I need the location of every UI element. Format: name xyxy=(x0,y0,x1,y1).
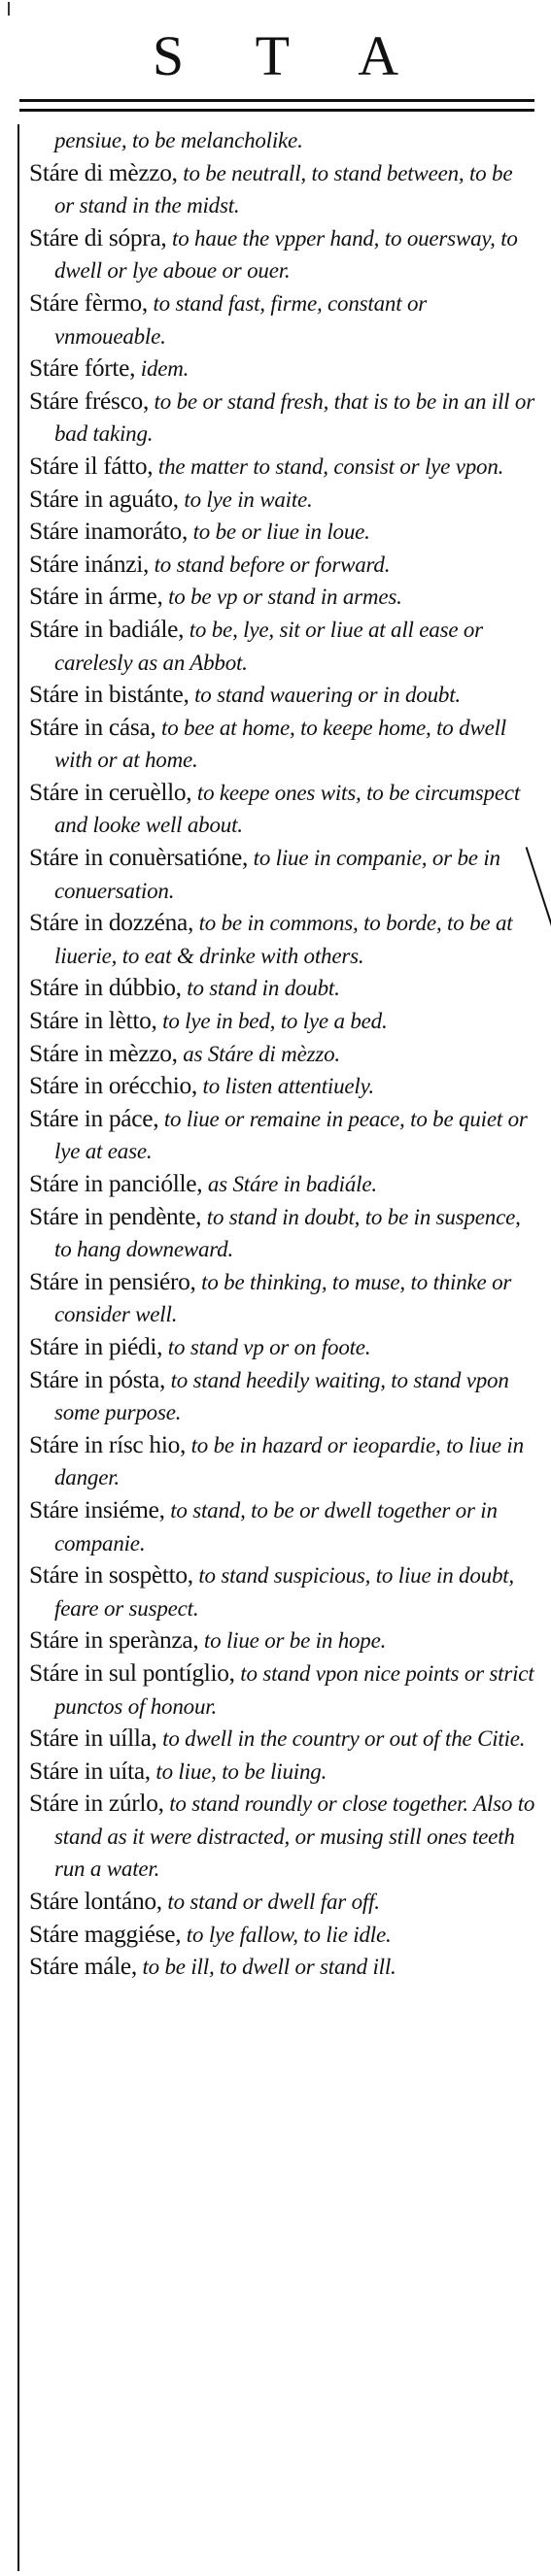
entry-headword: Stáre in páce, xyxy=(29,1104,159,1132)
entry-gloss: to be thinking, to muse, to thinke or consider well. xyxy=(54,1269,512,1327)
corner-mark xyxy=(8,2,17,16)
entry-headword: Stáre in panciólle, xyxy=(29,1170,203,1197)
entry-headword: Stáre in piédi, xyxy=(29,1332,163,1360)
entry-list xyxy=(19,124,536,1984)
dictionary-entry xyxy=(29,124,536,157)
dictionary-entry xyxy=(29,451,536,484)
entry-headword: Stáre in zúrlo, xyxy=(29,1790,164,1818)
dictionary-entry xyxy=(29,157,536,222)
dictionary-entry xyxy=(29,1494,536,1559)
page-header-title: S T A xyxy=(152,24,429,87)
dictionary-entry xyxy=(29,842,536,907)
entry-gloss: to liue in companie, or be in conuersation. xyxy=(54,846,500,903)
entry-headword: Stáre in pósta, xyxy=(29,1365,166,1393)
entry-gloss: to stand, to be or dwell together or in companie. xyxy=(54,1497,498,1556)
entry-gloss: to be or stand fresh, that is to be in an ill or bad taking. xyxy=(54,388,534,447)
entry-gloss: to keepe ones wits, to be circumspect and looke well about. xyxy=(54,780,521,838)
dictionary-entry xyxy=(29,1886,536,1919)
entry-headword: Stáre in árme, xyxy=(29,583,163,611)
entry-gloss: to stand in doubt. xyxy=(181,976,340,1001)
entry-headword: Stáre in pensiéro, xyxy=(29,1267,196,1295)
dictionary-entry xyxy=(29,1005,536,1038)
dictionary-entry xyxy=(29,1951,536,1984)
entry-gloss: as Stáre di mèzzo. xyxy=(177,1041,340,1066)
dictionary-entry xyxy=(29,614,536,679)
dictionary-entry xyxy=(29,712,536,777)
dictionary-entry xyxy=(29,907,536,972)
page-header xyxy=(0,0,551,124)
entry-headword: Stáre in sospètto, xyxy=(29,1561,193,1589)
entry-headword: Stáre in pendènte, xyxy=(29,1202,202,1230)
dictionary-entry xyxy=(29,484,536,517)
entry-gloss: to stand or dwell far off. xyxy=(161,1890,380,1915)
dictionary-entry xyxy=(29,352,536,385)
dictionary-entry xyxy=(29,1168,536,1201)
entry-headword: Stáre in lètto, xyxy=(29,1007,157,1035)
entry-headword: Stáre di sópra, xyxy=(29,223,167,251)
entry-headword: Stáre fèrmo, xyxy=(29,288,148,317)
entry-gloss: to liue, to be liuing. xyxy=(150,1758,327,1784)
entry-gloss: to stand vpon nice points or strict punctos of honour. xyxy=(54,1660,534,1719)
entry-gloss: to lye fallow, to lie idle. xyxy=(181,1922,392,1947)
entry-gloss: to be in commons, to borde, to be at liuerie, to eat & drinke with others. xyxy=(54,911,513,968)
dictionary-entry xyxy=(29,1331,536,1364)
header-rule-top xyxy=(19,99,534,102)
dictionary-entry xyxy=(29,1756,536,1789)
entry-gloss: to bee at home, to keepe home, to dwell with or at home. xyxy=(54,715,506,773)
entry-headword: Stáre in uíta, xyxy=(29,1756,151,1785)
dictionary-entry xyxy=(29,581,536,614)
entry-gloss: to be vp or stand in armes. xyxy=(162,585,402,610)
entry-headword: Stáre lontáno, xyxy=(29,1888,162,1916)
entry-headword: Stáre inamoráto, xyxy=(29,518,189,546)
dictionary-entry xyxy=(29,516,536,549)
entry-headword: Stáre in uílla, xyxy=(29,1724,157,1753)
dictionary-entry xyxy=(29,1559,536,1624)
entry-gloss: to dwell in the country or out of the Citie. xyxy=(156,1726,526,1752)
entry-gloss: to lye in waite. xyxy=(178,486,313,512)
entry-gloss: to stand fast, firme, constant or vnmoueable. xyxy=(54,290,427,349)
entry-gloss: to listen attentiuely. xyxy=(196,1074,374,1099)
dictionary-entry xyxy=(29,679,536,712)
dictionary-entry xyxy=(29,777,536,842)
entry-headword: Stáre in sperànza, xyxy=(29,1626,199,1655)
entry-headword: Stáre inánzi, xyxy=(29,550,150,578)
entry-gloss: to be or liue in loue. xyxy=(188,519,370,545)
dictionary-entry xyxy=(29,1201,536,1266)
dictionary-entry xyxy=(29,1429,536,1494)
entry-gloss: to stand in doubt, to be in suspence, to hang downeward. xyxy=(54,1204,521,1262)
entry-gloss: to be neutrall, to stand between, to be or stand in the midst. xyxy=(54,160,513,218)
entry-headword: Stáre in aguáto, xyxy=(29,485,179,513)
entry-headword: Stáre frésco, xyxy=(29,386,149,415)
entry-headword: Stáre in dúbbio, xyxy=(29,974,182,1002)
entry-headword: Stáre in ceruèllo, xyxy=(29,778,192,806)
dictionary-entry xyxy=(29,1624,536,1657)
entry-headword: Stáre in orécchio, xyxy=(29,1072,197,1100)
entry-headword: Stáre in sul pontíglio, xyxy=(29,1658,235,1687)
entry-headword: Stáre in badiále, xyxy=(29,615,185,643)
entry-gloss: to lye in bed, to lye a bed. xyxy=(156,1009,388,1034)
entry-gloss: to stand heedily waiting, to stand vpon some purpose. xyxy=(54,1367,509,1425)
entry-column xyxy=(17,124,536,2571)
entry-headword: Stáre in dozzéna, xyxy=(29,909,194,937)
entry-gloss: to be in hazard or ieopardie, to liue in danger. xyxy=(54,1432,524,1490)
dictionary-entry xyxy=(29,222,536,287)
entry-gloss: to be ill, to dwell or stand ill. xyxy=(136,1955,396,1980)
entry-headword: Stáre di mèzzo, xyxy=(29,158,178,186)
entry-gloss: to stand wauering or in doubt. xyxy=(189,683,461,708)
dictionary-entry xyxy=(29,549,536,582)
entry-headword: Stáre in bistánte, xyxy=(29,681,189,709)
entry-gloss: to haue the vpper hand, to ouersway, to dwell or lye aboue or ouer. xyxy=(54,225,518,284)
dictionary-entry xyxy=(29,1919,536,1952)
dictionary-entry xyxy=(29,1266,536,1331)
entry-headword: Stáre maggiése, xyxy=(29,1920,182,1948)
dictionary-entry xyxy=(29,1364,536,1429)
dictionary-entry xyxy=(29,385,536,451)
entry-gloss: idem. xyxy=(135,356,189,382)
entry-gloss: to stand vp or on foote. xyxy=(162,1334,371,1359)
entry-gloss: pensiue, to be melancholike. xyxy=(54,128,303,152)
entry-headword: Stáre mále, xyxy=(29,1953,137,1981)
entry-gloss: to liue or be in hope. xyxy=(198,1628,387,1654)
entry-headword: Stáre fórte, xyxy=(29,354,136,383)
entry-headword: Stáre il fátto, xyxy=(29,452,154,480)
dictionary-entry xyxy=(29,1657,536,1723)
dictionary-entry xyxy=(29,287,536,352)
entry-headword: Stáre in conuèrsatióne, xyxy=(29,844,249,872)
entry-headword: Stáre in rísc hio, xyxy=(29,1430,187,1458)
dictionary-entry xyxy=(29,1103,536,1168)
entry-gloss: to stand suspicious, to liue in doubt, feare or suspect. xyxy=(54,1563,514,1621)
entry-headword: Stáre in cása, xyxy=(29,713,156,741)
entry-headword: Stáre in mèzzo, xyxy=(29,1039,178,1067)
entry-gloss: to stand roundly or close together. Also to stand as it were distracted, or musing still ones teeth run a water. xyxy=(54,1791,535,1882)
entry-gloss: to liue or remaine in peace, to be quiet or lye at ease. xyxy=(54,1106,528,1164)
dictionary-entry xyxy=(29,972,536,1005)
entry-headword: Stáre insiéme, xyxy=(29,1495,165,1523)
entry-gloss: to be, lye, sit or liue at all ease or carelesly as an Abbot. xyxy=(54,617,483,675)
header-rule-bottom xyxy=(19,109,534,112)
dictionary-entry xyxy=(29,1070,536,1103)
entry-gloss: the matter to stand, consist or lye vpon. xyxy=(153,453,504,479)
dictionary-entry xyxy=(29,1788,536,1886)
entry-gloss: as Stáre in badiále. xyxy=(202,1172,377,1196)
dictionary-entry xyxy=(29,1723,536,1756)
dictionary-entry xyxy=(29,1038,536,1071)
entry-gloss: to stand before or forward. xyxy=(149,552,391,577)
